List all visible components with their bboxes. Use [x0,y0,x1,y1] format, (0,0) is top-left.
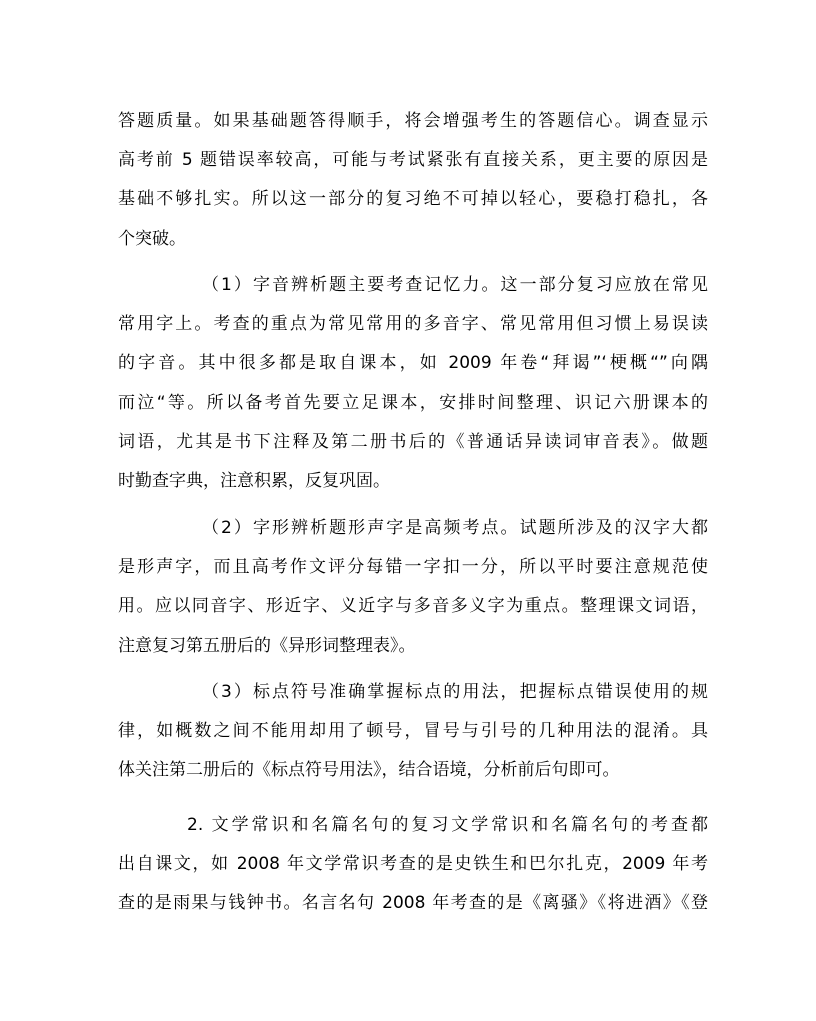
text-line: 常用字上。考查的重点为常见常用的多音字、常见常用但习惯上易误读 [118,314,708,334]
text-line: 基础不够扎实。所以这一部分的复习绝不可掉以轻心，要稳打稳扎，各 [118,189,708,209]
text-line: 出自课文，如 2008 年文学常识考查的是史铁生和巴尔扎克，2009 年考 [118,854,708,874]
text-line: 个突破。 [118,229,186,249]
text-line: 查的是雨果与钱钟书。名言名句 2008 年考查的是《离骚》《将进酒》《登 [118,893,708,913]
text-line: （3）标点符号准确掌握标点的用法，把握标点错误使用的规 [202,682,708,702]
text-line: （2）字形辨析题形声字是高频考点。试题所涉及的汉字大都 [202,518,708,538]
text-line: 词语，尤其是书下注释及第二册书后的《普通话异读词审音表》。做题 [118,432,708,452]
text-line: 注意复习第五册后的《异形词整理表》。 [118,636,416,656]
text-line: 用。应以同音字、形近字、义近字与多音多义字为重点。整理课文词语， [118,596,708,616]
text-line: 高考前 5 题错误率较高，可能与考试紧张有直接关系，更主要的原因是 [118,150,708,170]
text-line: 体关注第二册后的《标点符号用法》，结合语境，分析前后句即可。 [118,760,620,780]
text-line: 是形声字，而且高考作文评分每错一字扣一分，所以平时要注意规范使 [118,557,708,577]
text-line: 时勤查字典，注意积累，反复巩固。 [118,471,390,491]
text-line: 答题质量。如果基础题答得顺手，将会增强考生的答题信心。调查显示 [118,111,708,131]
text-line: 的字音。其中很多都是取自课本，如 2009 年卷“拜谒”‘梗概“”向隅 [118,353,708,373]
text-line: 2. 文学常识和名篇名句的复习文学常识和名篇名句的考查都 [187,815,708,835]
text-line: 而泣“等。所以备考首先要立足课本，安排时间整理、识记六册课本的 [118,393,708,413]
text-line: 律，如概数之间不能用却用了顿号，冒号与引号的几种用法的混淆。具 [118,721,708,741]
text-line: （1）字音辨析题主要考查记忆力。这一部分复习应放在常见 [202,275,708,295]
